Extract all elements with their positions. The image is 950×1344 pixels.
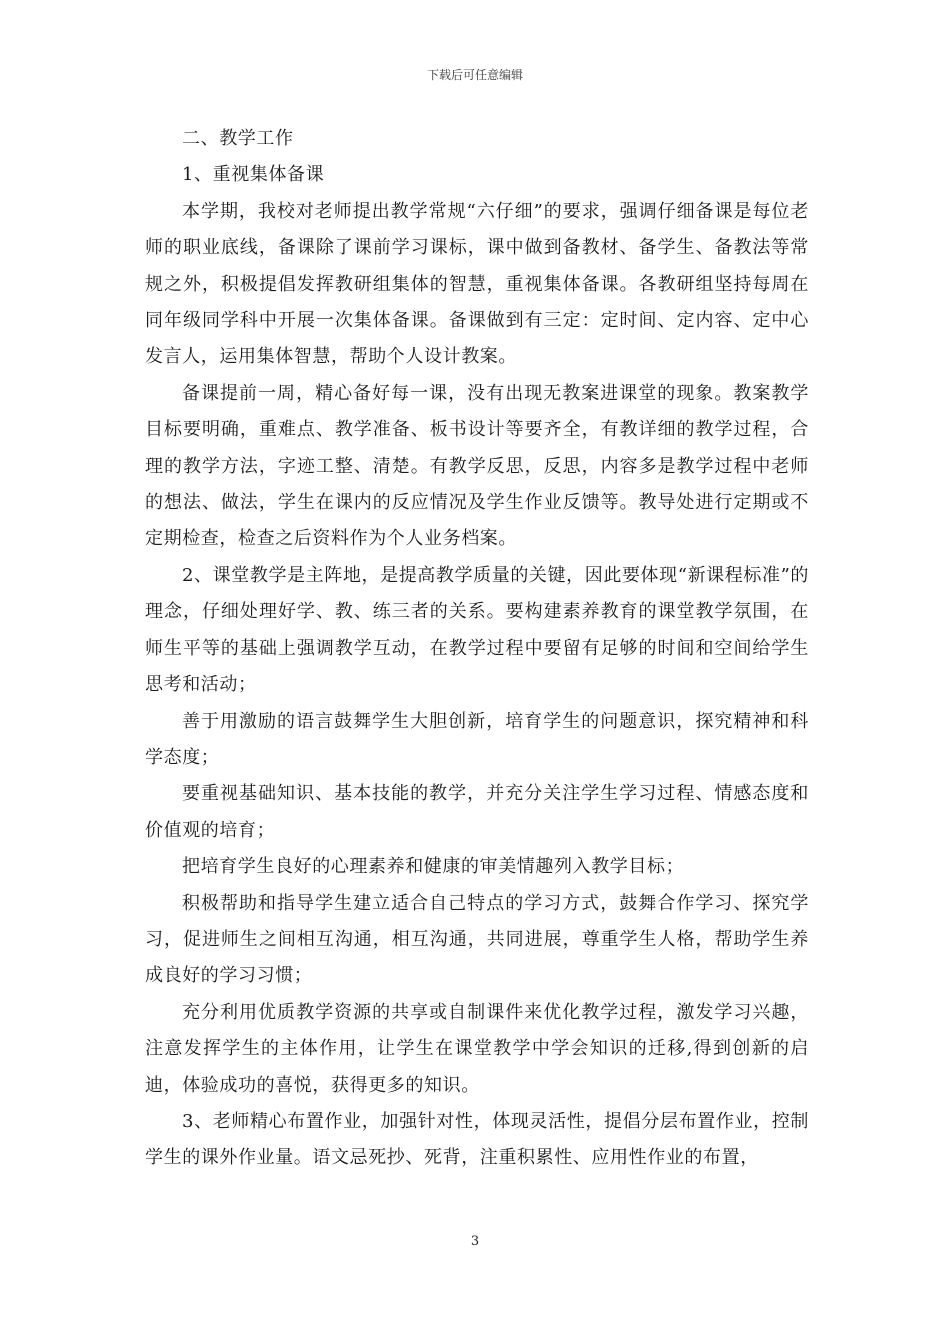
paragraph: 3、老师精心布置作业，加强针对性，体现灵活性，提倡分层布置作业，控制学生的课外作业量。语文忌死抄、死背，注重积累性、应用性作业的布置，: [145, 1110, 809, 1169]
paragraph: 积极帮助和指导学生建立适合自己特点的学习方式，鼓舞合作学习、探究学习，促进师生之间相互沟通，相互沟通，共同进展，尊重学生人格，帮助学生养成良好的学习习惯；: [145, 892, 809, 987]
paragraph: 把培育学生良好的心理素养和健康的审美情趣列入教学目标；: [182, 856, 685, 878]
page-number: 3: [470, 1234, 480, 1249]
section-heading: 二、教学工作: [182, 128, 294, 149]
subsection-heading: 1、重视集体备课: [182, 164, 325, 186]
paragraph: 要重视基础知识、基本技能的教学，并充分关注学生学习过程、情感态度和价值观的培育；: [145, 783, 809, 841]
paragraph: 善于用激励的语言鼓舞学生大胆创新，培育学生的问题意识，探究精神和科学态度；: [145, 710, 809, 768]
paragraph: 2、课堂教学是主阵地，是提高教学质量的关键，因此要体现“新课程标准”的理念，仔细处理好学、教、练三者的关系。要构建素养教育的课堂教学氛围，在师生平等的基础上强调教学互动，在教学过程中要留有足够的时间和空间给学生思考和活动；: [145, 564, 809, 696]
paragraph: 备课提前一周，精心备好每一课，没有出现无教案进课堂的现象。教案教学目标要明确，重难点、教学准备、板书设计等要齐全，有教详细的教学过程，合理的教学方法，字迹工整、清楚。有教学反思，反思，内容多是教学过程中老师的想法、做法，学生在课内的反应情况及学生作业反馈等。教导处进行定期或不定期检查，检查之后资料作为个人业务档案。: [145, 382, 809, 550]
paragraph: 充分利用优质教学资源的共享或自制课件来优化教学过程，激发学习兴趣，注意发挥学生的主体作用，让学生在课堂教学中学会知识的迁移,得到创新的启迪，体验成功的喜悦，获得更多的知识。: [145, 1001, 809, 1096]
paragraph: 本学期，我校对老师提出教学常规“六仔细”的要求，强调仔细备课是每位老师的职业底线，备课除了课前学习课标，课中做到备教材、备学生、备教法等常规之外，积极提倡发挥教研组集体的智慧，重视集体备课。各教研组坚持每周在同年级同学科中开展一次集体备课。备课做到有三定：定时间、定内容、定中心发言人，运用集体智慧，帮助个人设计教案。: [145, 200, 809, 368]
page-header: 下载后可任意编辑: [426, 68, 523, 82]
body-content: [145, 121, 809, 1177]
